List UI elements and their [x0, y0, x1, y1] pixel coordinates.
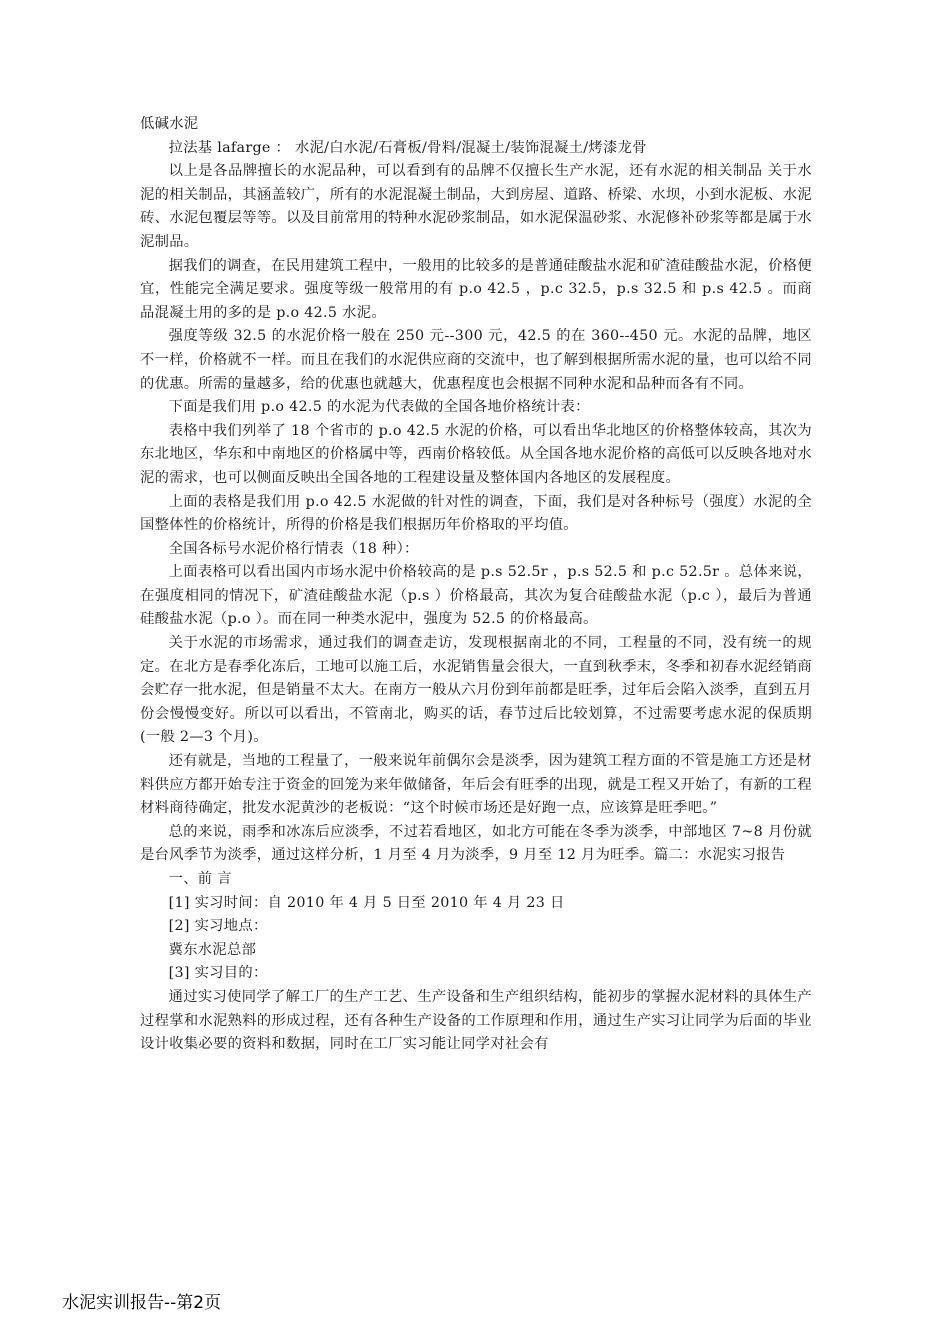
- document-body: [140, 113, 812, 1057]
- paragraph: 据我们的调查，在民用建筑工程中，一般用的比较多的是普通硅酸盐水泥和矿渣硅酸盐水泥，价格便宜，性能完全满足要求。强度等级一般常用的有 p.o 42.5 ，p.c 32.5，p.s 32.5 和 p.s 42.5 。而商品混凝土用的多的是 p.o 42.5 水泥。: [140, 257, 812, 321]
- paragraph: 上面表格可以看出国内市场水泥中价格较高的是 p.s 52.5r ，p.s 52.5 和 p.c 52.5r 。总体来说，在强度相同的情况下，矿渣硅酸盐水泥（p.s ）价格最高，其次为复合硅酸盐水泥（p.c ），最后为普通硅酸盐水泥（p.o ）。而在同一种类水泥中，强度为 52.5 的价格最高。: [140, 564, 812, 628]
- page-footer-label: 水泥实训报告--第2页: [62, 1293, 222, 1313]
- paragraph: 冀东水泥总部: [168, 941, 257, 958]
- paragraph: 还有就是，当地的工程量了，一般来说年前偶尔会是淡季，因为建筑工程方面的不管是施工方还是材料供应方都开始专注于资金的回笼为来年做储备，年后会有旺季的出现，就是工程又开始了，有新的工程材料商待确定，批发水泥黄沙的老板说：“这个时候市场还是好跑一点，应该算是旺季吧。”: [140, 753, 812, 817]
- paragraph: 通过实习使同学了解工厂的生产工艺、生产设备和生产组织结构，能初步的掌握水泥材料的具体生产过程掌和水泥熟料的形成过程，还有各种生产设备的工作原理和作用，通过生产实习让同学为后面的毕业设计收集必要的资料和数据，同时在工厂实习能让同学对社会有: [140, 988, 812, 1053]
- paragraph: 强度等级 32.5 的水泥价格一般在 250 元--300 元，42.5 的在 360--450 元。水泥的品牌，地区不一样，价格就不一样。而且在我们的水泥供应商的交流中，也了解到根据所需水泥的量，也可以给不同的优惠。所需的量越多，给的优惠也就越大，优惠程度也会根据不同种水泥和品种而各有不同。: [140, 328, 812, 392]
- paragraph: 上面的表格是我们用 p.o 42.5 水泥做的针对性的调查，下面，我们是对各种标号（强度）水泥的全国整体性的价格统计，所得的价格是我们根据历年价格取的平均值。: [140, 493, 812, 534]
- paragraph: [1] 实习时间：自 2010 年 4 月 5 日至 2010 年 4 月 23 日: [168, 894, 565, 911]
- paragraph: [2] 实习地点：: [168, 918, 268, 935]
- section-heading: 一、前 言: [168, 871, 232, 887]
- paragraph: 拉法基 lafarge ： 水泥/白水泥/石膏板/骨料/混凝土/装饰混凝土/烤漆龙骨: [168, 139, 647, 156]
- paragraph: 表格中我们列举了 18 个省市的 p.o 42.5 水泥的价格，可以看出华北地区的价格整体较高，其次为东北地区，华东和中南地区的价格属中等，西南价格较低。从全国各地水泥价格的高低可以反映各地对水泥的需求，也可以侧面反映出全国各地的工程建设量及整体国内各地区的发展程度。: [140, 422, 812, 486]
- paragraph: 以上是各品牌擅长的水泥品种，可以看到有的品牌不仅擅长生产水泥，还有水泥的相关制品 关于水泥的相关制品，其涵盖较广，所有的水泥混凝土制品，大到房屋、道路、桥梁、水坝，小到水泥板、水泥砖、水泥包覆层等等。以及目前常用的特种水泥砂浆制品，如水泥保温砂浆、水泥修补砂浆等都是属于水泥制品。: [140, 163, 812, 250]
- paragraph: 全国各标号水泥价格行情表（18 种）：: [168, 540, 419, 557]
- paragraph-heading: 低碱水泥: [140, 116, 199, 132]
- paragraph: 总的来说，雨季和冰冻后应淡季，不过若看地区，如北方可能在冬季为淡季，中部地区 7~8 月份就是台风季节为淡季，通过这样分析，1 月至 4 月为淡季，9 月至 12 月为旺季。篇二：水泥实习报告: [140, 823, 812, 864]
- paragraph: 关于水泥的市场需求，通过我们的调查走访，发现根据南北的不同，工程量的不同，没有统一的规定。在北方是春季化冻后，工地可以施工后，水泥销售量会很大，一直到秋季末，冬季和初春水泥经销商会贮存一批水泥，但是销量不太大。在南方一般从六月份到年前都是旺季，过年后会陷入淡季，直到五月份会慢慢变好。所以可以看出，不管南北，购买的话，春节过后比较划算，不过需要考虑水泥的保质期(一般 2—3 个月)。: [140, 635, 812, 746]
- paragraph: 下面是我们用 p.o 42.5 的水泥为代表做的全国各地价格统计表：: [168, 399, 590, 416]
- paragraph: [3] 实习目的：: [168, 965, 268, 982]
